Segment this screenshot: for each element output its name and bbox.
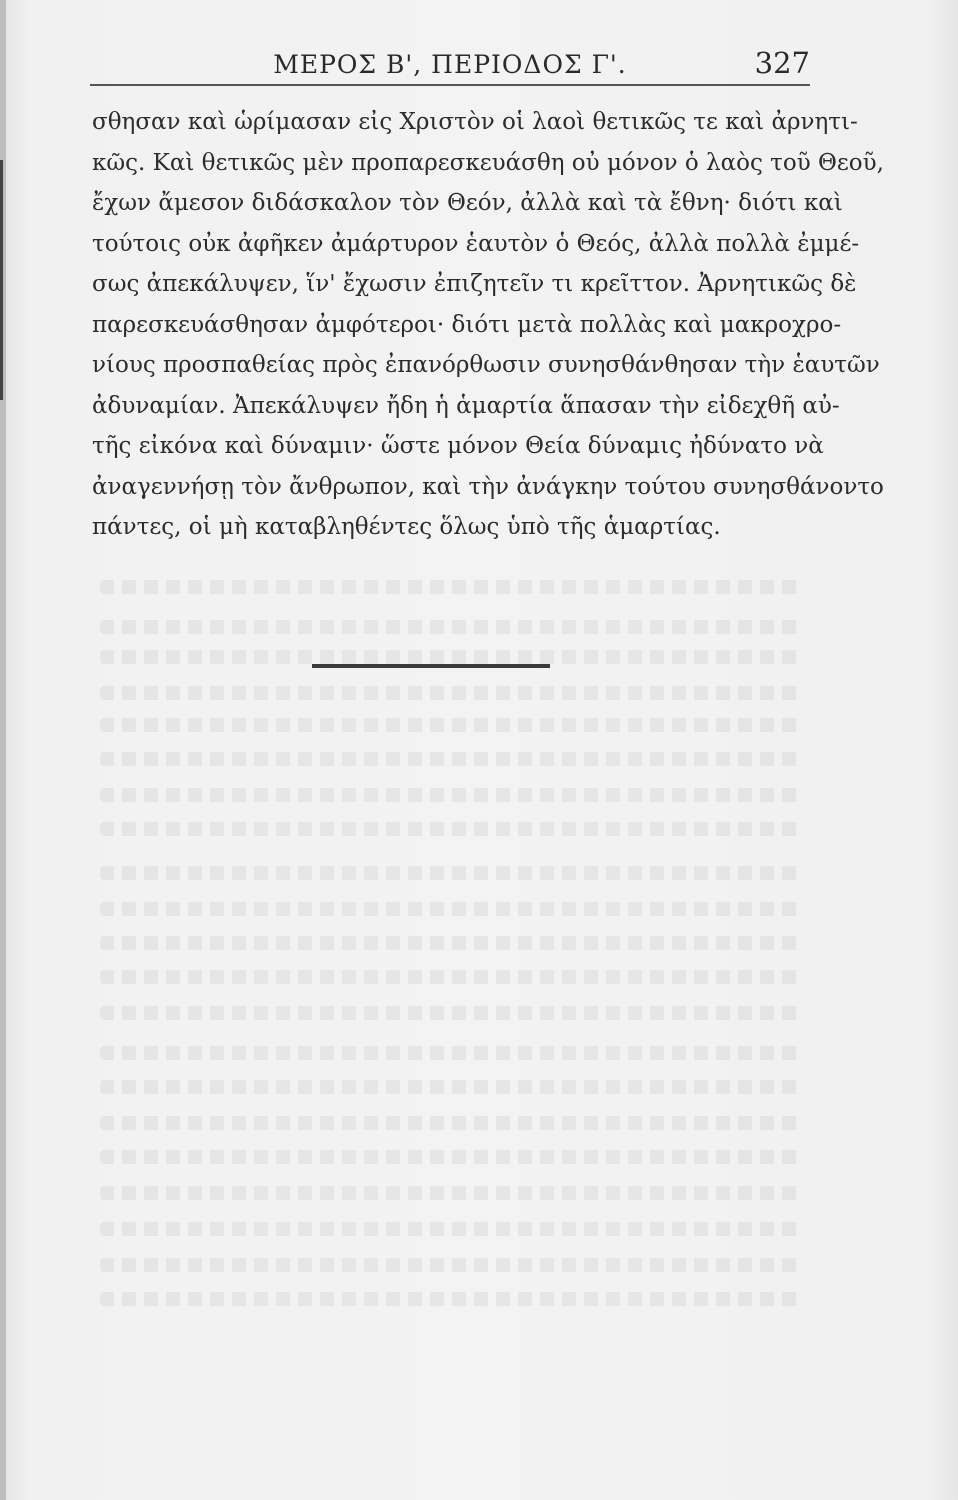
page-header [90, 44, 810, 86]
show-through [100, 620, 800, 634]
show-through [100, 1046, 800, 1060]
show-through [100, 970, 800, 984]
show-through [100, 1186, 800, 1200]
show-through [100, 718, 800, 732]
running-head: ΜΕΡΟΣ Β', ΠΕΡΙΟΔΟΣ Γ'. [273, 50, 627, 79]
show-through [100, 866, 800, 880]
show-through [100, 822, 800, 836]
text-line: σως ἀπεκάλυψεν, ἵν' ἔχωσιν ἐπιζητεῖν τι κρεῖττον. Ἀρνητικῶς δὲ [92, 271, 857, 297]
page-edge-shadow [0, 160, 3, 400]
text-line: τῆς εἰκόνα καὶ δύναμιν· ὥστε μόνον Θεία δύναμις ἠδύνατο νὰ [92, 433, 824, 459]
show-through [100, 1006, 800, 1020]
text-line: τούτοις οὐκ ἀφῆκεν ἀμάρτυρον ἑαυτὸν ὁ Θεός, ἀλλὰ πολλὰ ἐμμέ- [92, 230, 860, 257]
show-through [100, 752, 800, 766]
section-end-rule [312, 664, 550, 668]
text-line: ἔχων ἄμεσον διδάσκαλον τὸν Θεόν, ἀλλὰ καὶ τὰ ἔθνη· διότι καὶ [92, 190, 843, 216]
show-through [100, 580, 800, 594]
show-through [100, 1222, 800, 1236]
show-through [100, 1116, 800, 1130]
text-line: παρεσκευάσθησαν ἀμφότεροι· διότι μετὰ πολλὰς καὶ μακροχρο- [92, 311, 842, 338]
text-line: πάντες, οἱ μὴ καταβληθέντες ὅλως ὑπὸ τῆς ἁμαρτίας. [92, 514, 721, 540]
show-through [100, 902, 800, 916]
text-line: ἀναγεννήσῃ τὸν ἄνθρωπον, καὶ τὴν ἀνάγκην τούτου συνησθάνοντο [92, 473, 884, 500]
show-through [100, 1080, 800, 1094]
show-through [100, 936, 800, 950]
show-through [100, 788, 800, 802]
show-through [100, 650, 800, 664]
show-through [100, 686, 800, 700]
show-through [100, 1150, 800, 1164]
text-line: νίους προσπαθείας πρὸς ἐπανόρθωσιν συνησθάνθησαν τὴν ἑαυτῶν [92, 352, 880, 378]
body-paragraph [92, 102, 884, 548]
text-line: κῶς. Καὶ θετικῶς μὲν προπαρεσκευάσθη οὐ μόνον ὁ λαὸς τοῦ Θεοῦ, [92, 149, 884, 176]
show-through [100, 1292, 800, 1306]
show-through [100, 1258, 800, 1272]
text-line: σθησαν καὶ ὡρίμασαν εἰς Χριστὸν οἱ λαοὶ θετικῶς τε καὶ ἀρνητι- [92, 109, 858, 135]
text-line: ἀδυναμίαν. Ἀπεκάλυψεν ἤδη ἡ ἁμαρτία ἅπασαν τὴν εἰδεχθῆ αὐ- [92, 392, 840, 419]
page-number: 327 [754, 46, 810, 80]
